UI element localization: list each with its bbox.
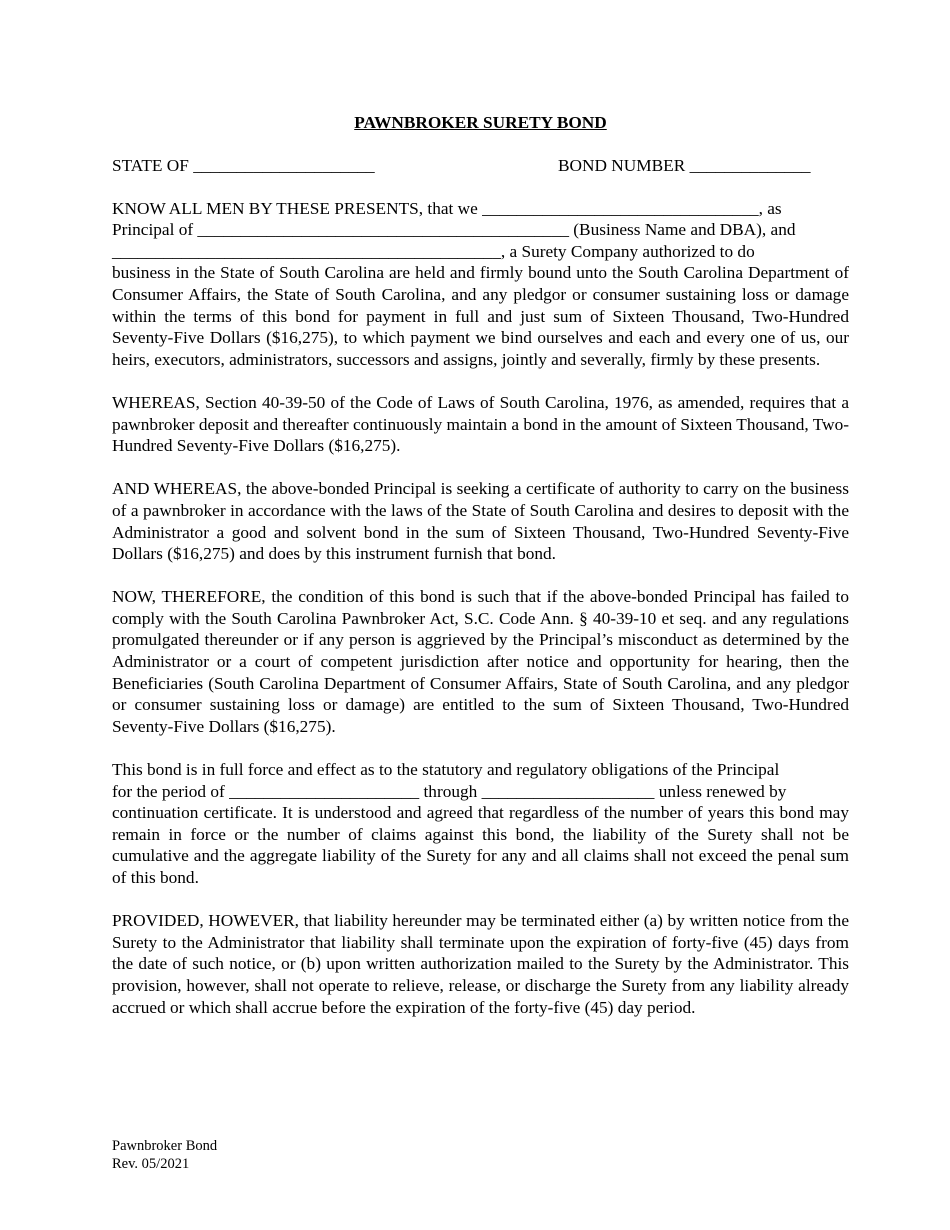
state-field [112,155,375,177]
state-label: STATE OF [112,155,189,175]
whereas-paragraph: WHEREAS, Section 40-39-50 of the Code of Laws of South Carolina, 1976, as amended, requires that a pawnbroker deposit and thereafter continuously maintain a bond in the amount of Sixteen Thousand, Two-Hundred Seventy-Five Dollars ($16,275). [112,392,849,456]
header-row [112,155,849,177]
intro-line-2: Principal of ___________________________________________ (Business Name and DBA), and [112,220,796,240]
document-title: PAWNBROKER SURETY BOND [354,113,607,132]
force-effect-rest: continuation certificate. It is understood and agreed that regardless of the number of years this bond may remain in force or the number of claims against this bond, the liability of the Surety shall not be cumulative and the aggregate liability of the Surety for any and all claims shall not exceed the penal sum of this bond. [112,803,849,887]
document-footer [112,1137,217,1173]
intro-paragraph [112,198,849,371]
document-page [112,112,849,1040]
bond-number-label: BOND NUMBER [558,155,686,175]
force-effect-paragraph [112,759,849,889]
force-effect-line-1: This bond is in full force and effect as to the statutory and regulatory obligations of the Principal [112,760,780,780]
now-therefore-paragraph: NOW, THEREFORE, the condition of this bond is such that if the above-bonded Principal has failed to comply with the South Carolina Pawnbroker Act, S.C. Code Ann. § 40-39-10 et seq. and any regulations promulgated thereunder or if any person is aggrieved by the Principal’s misconduct as determined by the Administrator or a court of competent jurisdiction after notice and opportunity for hearing, then the Beneficiaries (South Carolina Department of Consumer Affairs, State of South Carolina, and any pledgor or consumer sustaining loss or damage) are entitled to the sum of Sixteen Thousand, Two-Hundred Seventy-Five Dollars ($16,275). [112,587,849,736]
bond-number-field [558,155,811,177]
footer-form-name: Pawnbroker Bond [112,1138,218,1154]
and-whereas-paragraph: AND WHEREAS, the above-bonded Principal is seeking a certificate of authority to carry on the business of a pawnbroker in accordance with the laws of the State of South Carolina and desires to deposit with the Administrator a good and solvent bond in the sum of Sixteen Thousand, Two-Hundred Seventy-Five Dollars ($16,275) and does by this instrument furnish that bond. [112,479,849,564]
bond-number-blank: ______________ [689,155,811,175]
intro-line-1: KNOW ALL MEN BY THESE PRESENTS, that we ________________________________, as [112,198,782,218]
force-effect-line-2: for the period of ______________________ through ____________________ unless renewed by [112,781,787,801]
footer-revision: Rev. 05/2021 [112,1156,190,1172]
state-blank: _____________________ [193,155,375,175]
intro-rest: business in the State of South Carolina are held and firmly bound unto the South Carolina Department of Consumer Affairs, the State of South Carolina, and any pledgor or consumer sustaining loss or damage within the terms of this bond for payment in full and just sum of Sixteen Thousand, Two-Hundred Seventy-Five Dollars ($16,275), to which payment we bind ourselves and each and every one of us, our heirs, executors, administrators, successors and assigns, jointly and severally, firmly by these presents. [112,263,849,369]
provided-however-paragraph: PROVIDED, HOWEVER, that liability hereunder may be terminated either (a) by written notice from the Surety to the Administrator that liability shall terminate upon the expiration of forty-five (45) days from the date of such notice, or (b) upon written authorization mailed to the Surety by the Administrator. This provision, however, shall not operate to relieve, release, or discharge the Surety from any liability already accrued or which shall accrue before the expiration of the forty-five (45) day period. [112,911,849,1017]
intro-line-3: _____________________________________________, a Surety Company authorized to do [112,241,755,261]
